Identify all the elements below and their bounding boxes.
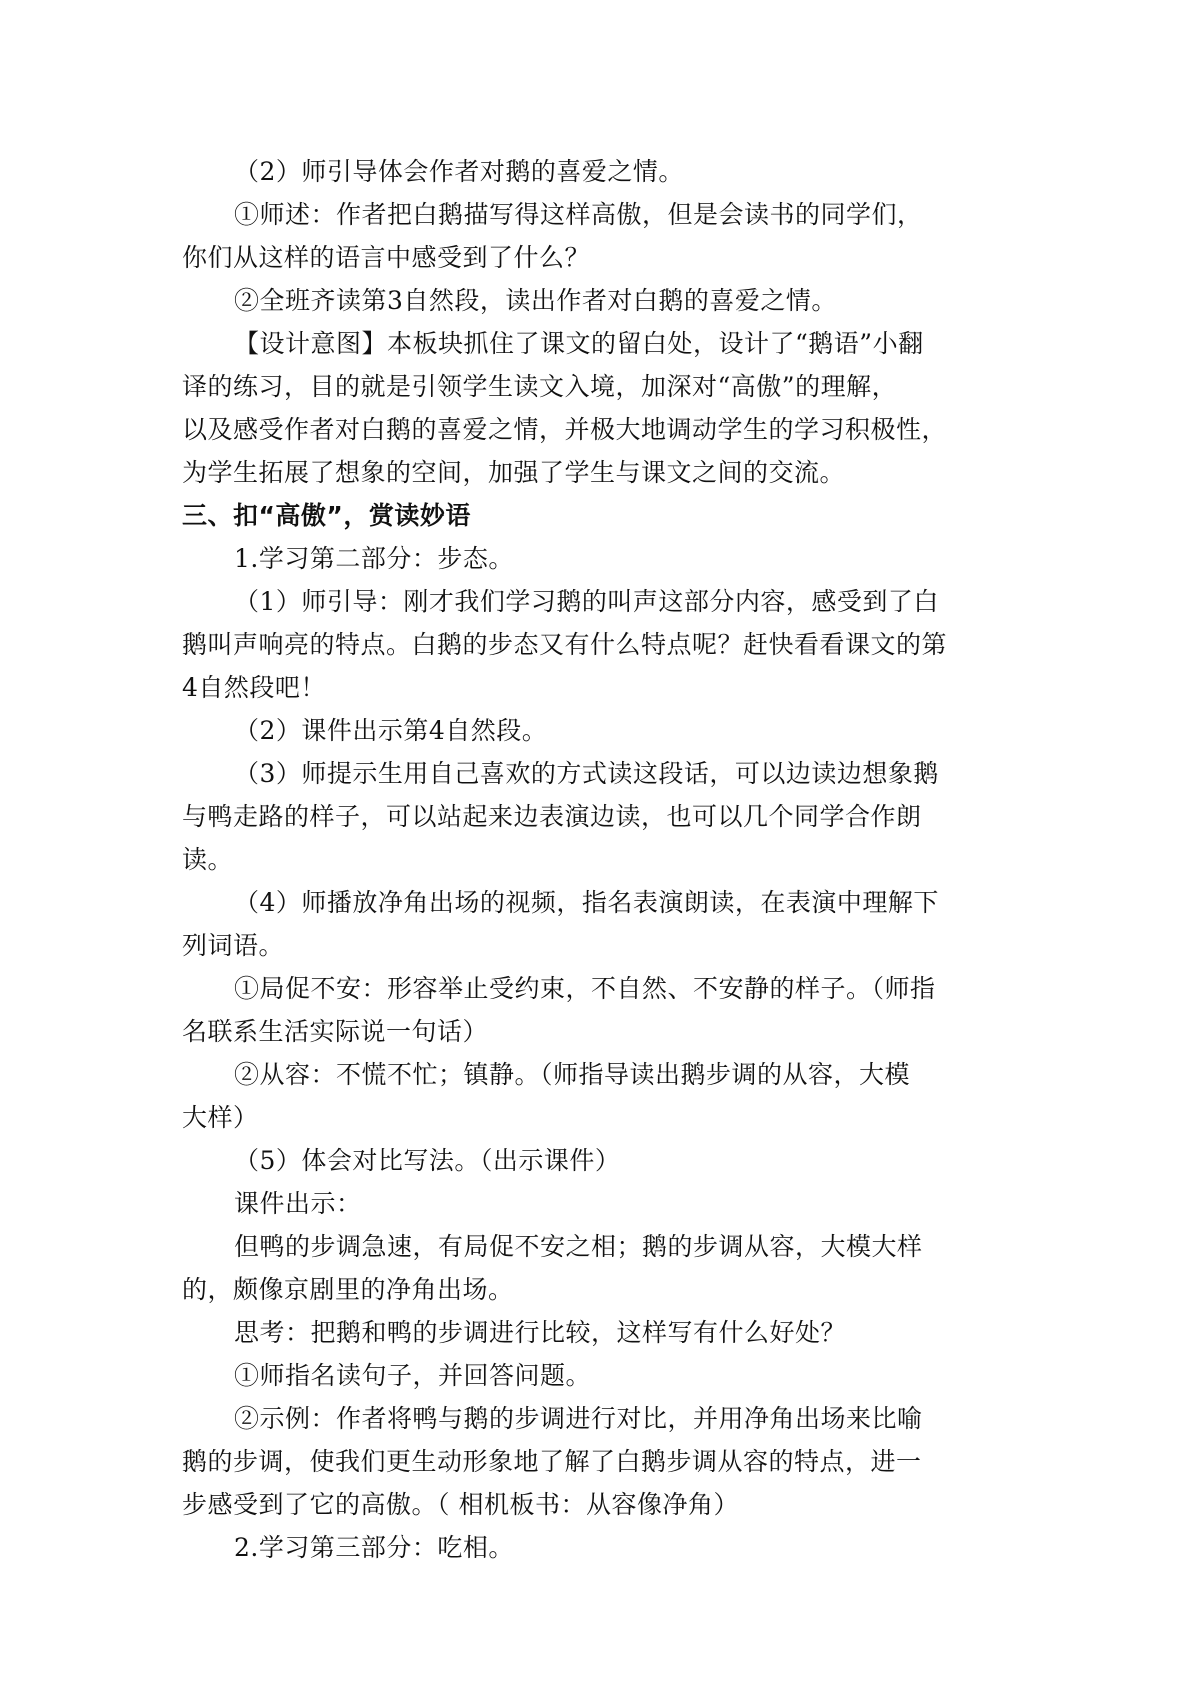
- text-line: （3）师提示生用自己喜欢的方式读这段话，可以边读边想象鹅: [234, 759, 939, 788]
- text-line: ②从容：不慌不忙；镇静。（师指导读出鹅步调的从容，大模: [234, 1060, 911, 1089]
- text-line: 鹅叫声响亮的特点。白鹅的步态又有什么特点呢？赶快看看课文的第: [182, 630, 948, 659]
- paragraph: [182, 1182, 1012, 1225]
- document-body: [182, 150, 1012, 1569]
- paragraph: [182, 1397, 1012, 1526]
- paragraph: [182, 193, 1012, 279]
- paragraph: [182, 537, 1012, 580]
- text-line: 课件出示：: [234, 1189, 362, 1218]
- paragraph: [182, 709, 1012, 752]
- text-line: 列词语。: [182, 931, 285, 960]
- text-line: 鹅的步调，使我们更生动形象地了解了白鹅步调从容的特点，进一: [182, 1447, 922, 1476]
- text-line: ①师述：作者把白鹅描写得这样高傲，但是会读书的同学们，: [234, 200, 923, 229]
- paragraph: [182, 1139, 1012, 1182]
- text-line: 以及感受作者对白鹅的喜爱之情，并极大地调动学生的学习积极性，: [182, 415, 948, 444]
- text-line: 的，颇像京剧里的净角出场。: [182, 1275, 514, 1304]
- section-heading: [182, 494, 1012, 537]
- text-line: （2）师引导体会作者对鹅的喜爱之情。: [234, 157, 684, 186]
- text-line: （1）师引导：刚才我们学习鹅的叫声这部分内容，感受到了白: [234, 587, 939, 616]
- text-line: 译的练习，目的就是引领学生读文入境，加深对“高傲”的理解，: [182, 372, 898, 401]
- text-line: 2.学习第三部分：吃相。: [234, 1533, 514, 1562]
- paragraph: [182, 279, 1012, 322]
- text-line: 与鸭走路的样子，可以站起来边表演边读，也可以几个同学合作朗: [182, 802, 922, 831]
- text-line: ②全班齐读第3自然段，读出作者对白鹅的喜爱之情。: [234, 286, 837, 315]
- text-line: （5）体会对比写法。（出示课件）: [234, 1146, 621, 1175]
- paragraph: [182, 1311, 1012, 1354]
- text-line: 大样）: [182, 1103, 259, 1132]
- paragraph: [182, 752, 1012, 881]
- text-line: 读。: [182, 845, 234, 874]
- text-line: 思考：把鹅和鸭的步调进行比较，这样写有什么好处？: [234, 1318, 847, 1347]
- paragraph: [182, 881, 1012, 967]
- paragraph: [182, 1354, 1012, 1397]
- text-line: ②示例：作者将鸭与鹅的步调进行对比，并用净角出场来比喻: [234, 1404, 923, 1433]
- text-line: 【设计意图】本板块抓住了课文的留白处，设计了“鹅语”小翻: [234, 329, 924, 358]
- text-line: 但鸭的步调急速，有局促不安之相；鹅的步调从容，大模大样: [234, 1232, 923, 1261]
- text-line: 1.学习第二部分：步态。: [234, 544, 514, 573]
- text-line: 4自然段吧！: [182, 673, 326, 702]
- text-line: 三、扣“高傲”，赏读妙语: [182, 501, 471, 530]
- paragraph: [182, 967, 1012, 1053]
- paragraph: [182, 1526, 1012, 1569]
- text-line: ①局促不安：形容举止受约束，不自然、不安静的样子。（师指: [234, 974, 936, 1003]
- paragraph: [182, 580, 1012, 709]
- text-line: （4）师播放净角出场的视频，指名表演朗读，在表演中理解下: [234, 888, 939, 917]
- paragraph: [182, 1053, 1012, 1139]
- paragraph: [182, 1225, 1012, 1311]
- text-line: 步感受到了它的高傲。（ 相机板书：从容像净角）: [182, 1490, 739, 1519]
- text-line: 名联系生活实际说一句话）: [182, 1017, 489, 1046]
- text-line: （2）课件出示第4自然段。: [234, 716, 548, 745]
- text-line: ①师指名读句子，并回答问题。: [234, 1361, 592, 1390]
- paragraph: [182, 150, 1012, 193]
- text-line: 为学生拓展了想象的空间，加强了学生与课文之间的交流。: [182, 458, 846, 487]
- text-line: 你们从这样的语言中感受到了什么？: [182, 243, 591, 272]
- paragraph: [182, 322, 1012, 494]
